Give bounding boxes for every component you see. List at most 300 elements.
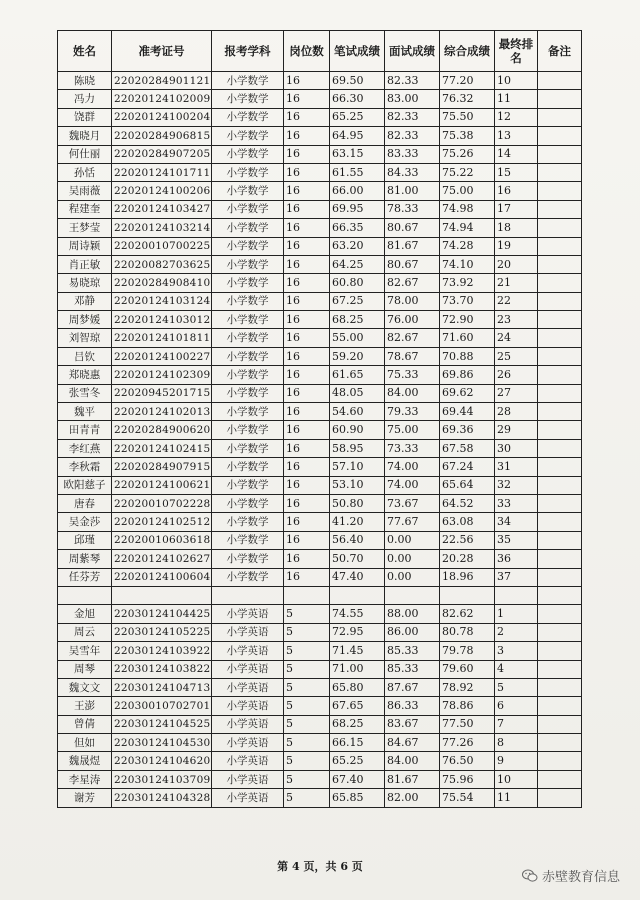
cell-empty bbox=[112, 586, 212, 604]
cell-subject: 小学数学 bbox=[212, 182, 284, 200]
cell-total: 18.96 bbox=[440, 568, 495, 586]
table-row bbox=[58, 366, 582, 384]
table-row bbox=[58, 72, 582, 90]
table-row bbox=[58, 347, 582, 365]
cell-total: 20.28 bbox=[440, 550, 495, 568]
cell-positions: 16 bbox=[284, 439, 330, 457]
cell-name: 周紫琴 bbox=[58, 550, 112, 568]
cell-note bbox=[538, 660, 582, 678]
cell-written: 69.50 bbox=[330, 72, 385, 90]
cell-total: 69.36 bbox=[440, 421, 495, 439]
cell-written: 67.65 bbox=[330, 697, 385, 715]
cell-note bbox=[538, 623, 582, 641]
cell-name: 吴金莎 bbox=[58, 513, 112, 531]
cell-written: 53.10 bbox=[330, 476, 385, 494]
cell-subject: 小学数学 bbox=[212, 439, 284, 457]
cell-name: 孙恬 bbox=[58, 163, 112, 181]
cell-empty bbox=[212, 586, 284, 604]
table-row bbox=[58, 770, 582, 788]
cell-interview: 83.00 bbox=[385, 90, 440, 108]
cell-written: 74.55 bbox=[330, 605, 385, 623]
cell-positions: 5 bbox=[284, 789, 330, 807]
cell-name: 但如 bbox=[58, 734, 112, 752]
cell-total: 75.38 bbox=[440, 127, 495, 145]
cell-written: 54.60 bbox=[330, 403, 385, 421]
cell-subject: 小学数学 bbox=[212, 403, 284, 421]
cell-total: 65.64 bbox=[440, 476, 495, 494]
cell-positions: 16 bbox=[284, 237, 330, 255]
cell-note bbox=[538, 476, 582, 494]
cell-exam-id: 22020124103214 bbox=[112, 219, 212, 237]
cell-name: 曾倩 bbox=[58, 715, 112, 733]
cell-exam-id: 22020284907205 bbox=[112, 145, 212, 163]
cell-exam-id: 22030124103709 bbox=[112, 770, 212, 788]
cell-subject: 小学数学 bbox=[212, 531, 284, 549]
header-interview: 面试成绩 bbox=[385, 31, 440, 72]
cell-empty bbox=[440, 586, 495, 604]
cell-total: 75.00 bbox=[440, 182, 495, 200]
cell-subject: 小学数学 bbox=[212, 329, 284, 347]
cell-exam-id: 22020284907915 bbox=[112, 458, 212, 476]
cell-subject: 小学数学 bbox=[212, 476, 284, 494]
cell-note bbox=[538, 347, 582, 365]
cell-written: 57.10 bbox=[330, 458, 385, 476]
cell-name: 魏晟煜 bbox=[58, 752, 112, 770]
cell-note bbox=[538, 715, 582, 733]
cell-exam-id: 22030124103922 bbox=[112, 642, 212, 660]
cell-positions: 16 bbox=[284, 292, 330, 310]
cell-total: 67.24 bbox=[440, 458, 495, 476]
cell-exam-id: 22020124100227 bbox=[112, 347, 212, 365]
cell-total: 75.50 bbox=[440, 108, 495, 126]
cell-total: 77.20 bbox=[440, 72, 495, 90]
cell-positions: 16 bbox=[284, 531, 330, 549]
cell-interview: 76.00 bbox=[385, 311, 440, 329]
cell-total: 77.26 bbox=[440, 734, 495, 752]
table-row bbox=[58, 494, 582, 512]
cell-exam-id: 22020124102309 bbox=[112, 366, 212, 384]
cell-total: 78.92 bbox=[440, 678, 495, 696]
cell-interview: 83.33 bbox=[385, 145, 440, 163]
header-positions: 岗位数 bbox=[284, 31, 330, 72]
cell-name: 金旭 bbox=[58, 605, 112, 623]
cell-note bbox=[538, 72, 582, 90]
cell-exam-id: 22020945201715 bbox=[112, 384, 212, 402]
cell-interview: 82.67 bbox=[385, 329, 440, 347]
cell-interview: 84.00 bbox=[385, 384, 440, 402]
cell-name: 邓静 bbox=[58, 292, 112, 310]
cell-name: 王澎 bbox=[58, 697, 112, 715]
watermark-text: 赤壁教育信息 bbox=[541, 870, 620, 885]
cell-name: 周梦媛 bbox=[58, 311, 112, 329]
cell-written: 66.00 bbox=[330, 182, 385, 200]
cell-exam-id: 22020124102013 bbox=[112, 403, 212, 421]
cell-subject: 小学数学 bbox=[212, 550, 284, 568]
cell-total: 69.44 bbox=[440, 403, 495, 421]
cell-note bbox=[538, 311, 582, 329]
cell-subject: 小学英语 bbox=[212, 678, 284, 696]
cell-subject: 小学数学 bbox=[212, 72, 284, 90]
cell-exam-id: 22020124102512 bbox=[112, 513, 212, 531]
cell-written: 71.45 bbox=[330, 642, 385, 660]
cell-note bbox=[538, 494, 582, 512]
cell-note bbox=[538, 200, 582, 218]
table-row bbox=[58, 697, 582, 715]
cell-written: 58.95 bbox=[330, 439, 385, 457]
table-row bbox=[58, 568, 582, 586]
table-row bbox=[58, 311, 582, 329]
cell-exam-id: 22030124104530 bbox=[112, 734, 212, 752]
cell-rank: 20 bbox=[495, 255, 538, 273]
cell-interview: 75.00 bbox=[385, 421, 440, 439]
cell-written: 61.65 bbox=[330, 366, 385, 384]
cell-written: 71.00 bbox=[330, 660, 385, 678]
cell-positions: 16 bbox=[284, 550, 330, 568]
cell-note bbox=[538, 550, 582, 568]
cell-subject: 小学数学 bbox=[212, 421, 284, 439]
header-total: 综合成绩 bbox=[440, 31, 495, 72]
cell-name: 任芬芳 bbox=[58, 568, 112, 586]
cell-rank: 11 bbox=[495, 789, 538, 807]
table-row bbox=[58, 678, 582, 696]
cell-exam-id: 22020124100206 bbox=[112, 182, 212, 200]
cell-name: 吴雪年 bbox=[58, 642, 112, 660]
cell-subject: 小学英语 bbox=[212, 789, 284, 807]
cell-note bbox=[538, 145, 582, 163]
cell-interview: 84.67 bbox=[385, 734, 440, 752]
table-row bbox=[58, 550, 582, 568]
cell-interview: 75.33 bbox=[385, 366, 440, 384]
cell-exam-id: 22030124104525 bbox=[112, 715, 212, 733]
cell-exam-id: 22020124101811 bbox=[112, 329, 212, 347]
cell-note bbox=[538, 642, 582, 660]
cell-written: 47.40 bbox=[330, 568, 385, 586]
cell-name: 周琴 bbox=[58, 660, 112, 678]
cell-written: 63.15 bbox=[330, 145, 385, 163]
cell-exam-id: 22020124100204 bbox=[112, 108, 212, 126]
cell-subject: 小学数学 bbox=[212, 274, 284, 292]
table-row bbox=[58, 145, 582, 163]
header-written: 笔试成绩 bbox=[330, 31, 385, 72]
cell-interview: 85.33 bbox=[385, 642, 440, 660]
cell-rank: 11 bbox=[495, 90, 538, 108]
cell-name: 陈晓 bbox=[58, 72, 112, 90]
cell-positions: 16 bbox=[284, 494, 330, 512]
cell-rank: 7 bbox=[495, 715, 538, 733]
cell-note bbox=[538, 237, 582, 255]
cell-total: 79.78 bbox=[440, 642, 495, 660]
cell-total: 82.62 bbox=[440, 605, 495, 623]
cell-total: 70.88 bbox=[440, 347, 495, 365]
cell-written: 66.30 bbox=[330, 90, 385, 108]
table-header-row bbox=[58, 31, 582, 72]
cell-name: 魏文文 bbox=[58, 678, 112, 696]
cell-positions: 16 bbox=[284, 274, 330, 292]
cell-written: 69.95 bbox=[330, 200, 385, 218]
cell-rank: 12 bbox=[495, 108, 538, 126]
cell-note bbox=[538, 255, 582, 273]
cell-total: 76.32 bbox=[440, 90, 495, 108]
cell-written: 68.25 bbox=[330, 311, 385, 329]
table-row bbox=[58, 274, 582, 292]
cell-exam-id: 22020124102627 bbox=[112, 550, 212, 568]
table-row bbox=[58, 200, 582, 218]
cell-name: 周诗颖 bbox=[58, 237, 112, 255]
cell-subject: 小学英语 bbox=[212, 734, 284, 752]
table-row bbox=[58, 642, 582, 660]
cell-subject: 小学数学 bbox=[212, 90, 284, 108]
watermark bbox=[522, 866, 620, 885]
cell-written: 50.80 bbox=[330, 494, 385, 512]
wechat-icon bbox=[522, 869, 538, 883]
cell-total: 75.22 bbox=[440, 163, 495, 181]
cell-written: 65.80 bbox=[330, 678, 385, 696]
cell-subject: 小学数学 bbox=[212, 292, 284, 310]
cell-total: 74.28 bbox=[440, 237, 495, 255]
cell-name: 张雪冬 bbox=[58, 384, 112, 402]
table-row bbox=[58, 439, 582, 457]
cell-written: 66.15 bbox=[330, 734, 385, 752]
cell-subject: 小学英语 bbox=[212, 642, 284, 660]
table-row bbox=[58, 734, 582, 752]
cell-note bbox=[538, 531, 582, 549]
cell-subject: 小学英语 bbox=[212, 697, 284, 715]
cell-note bbox=[538, 605, 582, 623]
cell-note bbox=[538, 568, 582, 586]
cell-total: 76.50 bbox=[440, 752, 495, 770]
cell-total: 67.58 bbox=[440, 439, 495, 457]
cell-interview: 78.33 bbox=[385, 200, 440, 218]
cell-positions: 5 bbox=[284, 678, 330, 696]
cell-name: 程建奎 bbox=[58, 200, 112, 218]
cell-total: 22.56 bbox=[440, 531, 495, 549]
cell-interview: 0.00 bbox=[385, 550, 440, 568]
cell-written: 63.20 bbox=[330, 237, 385, 255]
cell-rank: 17 bbox=[495, 200, 538, 218]
table-row bbox=[58, 623, 582, 641]
cell-rank: 10 bbox=[495, 72, 538, 90]
cell-interview: 82.33 bbox=[385, 127, 440, 145]
cell-name: 冯力 bbox=[58, 90, 112, 108]
cell-positions: 5 bbox=[284, 697, 330, 715]
cell-positions: 16 bbox=[284, 476, 330, 494]
cell-note bbox=[538, 182, 582, 200]
cell-name: 邱瑾 bbox=[58, 531, 112, 549]
cell-positions: 16 bbox=[284, 72, 330, 90]
cell-rank: 16 bbox=[495, 182, 538, 200]
cell-subject: 小学数学 bbox=[212, 163, 284, 181]
table-row bbox=[58, 476, 582, 494]
cell-rank: 26 bbox=[495, 366, 538, 384]
cell-written: 60.90 bbox=[330, 421, 385, 439]
cell-written: 55.00 bbox=[330, 329, 385, 347]
cell-note bbox=[538, 421, 582, 439]
cell-exam-id: 22030124105225 bbox=[112, 623, 212, 641]
cell-name: 王梦莹 bbox=[58, 219, 112, 237]
cell-name: 魏晓月 bbox=[58, 127, 112, 145]
page-footer: 第 4 页，共 6 页 bbox=[277, 860, 363, 873]
cell-rank: 24 bbox=[495, 329, 538, 347]
cell-written: 56.40 bbox=[330, 531, 385, 549]
table-row bbox=[58, 715, 582, 733]
cell-positions: 16 bbox=[284, 347, 330, 365]
cell-positions: 5 bbox=[284, 642, 330, 660]
cell-subject: 小学数学 bbox=[212, 494, 284, 512]
score-table bbox=[57, 30, 582, 808]
table-row bbox=[58, 329, 582, 347]
cell-total: 72.90 bbox=[440, 311, 495, 329]
cell-interview: 84.33 bbox=[385, 163, 440, 181]
cell-exam-id: 22030124103822 bbox=[112, 660, 212, 678]
cell-name: 郑晓惠 bbox=[58, 366, 112, 384]
cell-subject: 小学数学 bbox=[212, 255, 284, 273]
cell-note bbox=[538, 678, 582, 696]
cell-written: 48.05 bbox=[330, 384, 385, 402]
table-row bbox=[58, 292, 582, 310]
cell-rank: 13 bbox=[495, 127, 538, 145]
cell-subject: 小学数学 bbox=[212, 347, 284, 365]
cell-positions: 16 bbox=[284, 458, 330, 476]
cell-subject: 小学数学 bbox=[212, 311, 284, 329]
cell-subject: 小学数学 bbox=[212, 568, 284, 586]
cell-subject: 小学数学 bbox=[212, 108, 284, 126]
cell-exam-id: 22020124100604 bbox=[112, 568, 212, 586]
cell-interview: 86.33 bbox=[385, 697, 440, 715]
cell-note bbox=[538, 108, 582, 126]
cell-exam-id: 22030010702701 bbox=[112, 697, 212, 715]
table-row bbox=[58, 182, 582, 200]
cell-written: 65.25 bbox=[330, 108, 385, 126]
cell-empty bbox=[58, 586, 112, 604]
cell-exam-id: 22020124103124 bbox=[112, 292, 212, 310]
cell-positions: 16 bbox=[284, 163, 330, 181]
cell-written: 61.55 bbox=[330, 163, 385, 181]
cell-rank: 28 bbox=[495, 403, 538, 421]
cell-rank: 3 bbox=[495, 642, 538, 660]
cell-rank: 33 bbox=[495, 494, 538, 512]
cell-interview: 87.67 bbox=[385, 678, 440, 696]
cell-written: 65.85 bbox=[330, 789, 385, 807]
cell-note bbox=[538, 458, 582, 476]
cell-name: 肖正敏 bbox=[58, 255, 112, 273]
cell-written: 72.95 bbox=[330, 623, 385, 641]
cell-total: 71.60 bbox=[440, 329, 495, 347]
cell-subject: 小学数学 bbox=[212, 219, 284, 237]
table-row bbox=[58, 660, 582, 678]
cell-rank: 30 bbox=[495, 439, 538, 457]
cell-positions: 5 bbox=[284, 770, 330, 788]
section-spacer-row bbox=[58, 586, 582, 604]
cell-interview: 0.00 bbox=[385, 531, 440, 549]
table-row bbox=[58, 605, 582, 623]
cell-written: 66.35 bbox=[330, 219, 385, 237]
cell-interview: 74.00 bbox=[385, 476, 440, 494]
cell-name: 饶群 bbox=[58, 108, 112, 126]
table-row bbox=[58, 90, 582, 108]
cell-interview: 85.33 bbox=[385, 660, 440, 678]
cell-written: 68.25 bbox=[330, 715, 385, 733]
table-row bbox=[58, 237, 582, 255]
cell-total: 69.62 bbox=[440, 384, 495, 402]
cell-positions: 16 bbox=[284, 421, 330, 439]
cell-rank: 25 bbox=[495, 347, 538, 365]
cell-empty bbox=[330, 586, 385, 604]
cell-exam-id: 22030124104425 bbox=[112, 605, 212, 623]
cell-exam-id: 22020010702228 bbox=[112, 494, 212, 512]
cell-name: 吕钦 bbox=[58, 347, 112, 365]
cell-name: 李红燕 bbox=[58, 439, 112, 457]
cell-written: 65.25 bbox=[330, 752, 385, 770]
cell-subject: 小学英语 bbox=[212, 660, 284, 678]
cell-name: 刘智琼 bbox=[58, 329, 112, 347]
cell-interview: 77.67 bbox=[385, 513, 440, 531]
table-row bbox=[58, 255, 582, 273]
cell-total: 75.26 bbox=[440, 145, 495, 163]
cell-interview: 79.33 bbox=[385, 403, 440, 421]
cell-positions: 16 bbox=[284, 311, 330, 329]
cell-name: 李星涛 bbox=[58, 770, 112, 788]
cell-positions: 5 bbox=[284, 734, 330, 752]
table-row bbox=[58, 752, 582, 770]
cell-rank: 27 bbox=[495, 384, 538, 402]
cell-name: 吴雨薇 bbox=[58, 182, 112, 200]
table-row bbox=[58, 384, 582, 402]
cell-positions: 5 bbox=[284, 623, 330, 641]
table-row bbox=[58, 219, 582, 237]
cell-positions: 16 bbox=[284, 513, 330, 531]
cell-subject: 小学数学 bbox=[212, 127, 284, 145]
cell-interview: 78.00 bbox=[385, 292, 440, 310]
cell-exam-id: 22020124102415 bbox=[112, 439, 212, 457]
cell-interview: 84.00 bbox=[385, 752, 440, 770]
cell-rank: 15 bbox=[495, 163, 538, 181]
cell-rank: 18 bbox=[495, 219, 538, 237]
cell-note bbox=[538, 770, 582, 788]
header-rank: 最终排名 bbox=[495, 31, 538, 72]
header-exam-id: 准考证号 bbox=[112, 31, 212, 72]
cell-subject: 小学数学 bbox=[212, 200, 284, 218]
cell-subject: 小学英语 bbox=[212, 605, 284, 623]
cell-interview: 82.33 bbox=[385, 108, 440, 126]
table-row bbox=[58, 458, 582, 476]
cell-exam-id: 22020010700225 bbox=[112, 237, 212, 255]
cell-written: 59.20 bbox=[330, 347, 385, 365]
cell-positions: 5 bbox=[284, 660, 330, 678]
cell-rank: 8 bbox=[495, 734, 538, 752]
cell-note bbox=[538, 403, 582, 421]
cell-subject: 小学数学 bbox=[212, 145, 284, 163]
cell-rank: 22 bbox=[495, 292, 538, 310]
cell-subject: 小学数学 bbox=[212, 237, 284, 255]
cell-subject: 小学英语 bbox=[212, 770, 284, 788]
cell-rank: 1 bbox=[495, 605, 538, 623]
cell-name: 唐春 bbox=[58, 494, 112, 512]
cell-name: 周云 bbox=[58, 623, 112, 641]
cell-subject: 小学数学 bbox=[212, 513, 284, 531]
cell-positions: 16 bbox=[284, 219, 330, 237]
cell-total: 74.10 bbox=[440, 255, 495, 273]
table-row bbox=[58, 531, 582, 549]
cell-name: 李秋霜 bbox=[58, 458, 112, 476]
cell-total: 73.92 bbox=[440, 274, 495, 292]
cell-total: 64.52 bbox=[440, 494, 495, 512]
cell-subject: 小学数学 bbox=[212, 366, 284, 384]
cell-note bbox=[538, 366, 582, 384]
cell-rank: 35 bbox=[495, 531, 538, 549]
cell-exam-id: 22020124102009 bbox=[112, 90, 212, 108]
cell-interview: 82.00 bbox=[385, 789, 440, 807]
cell-name: 欧阳慈子 bbox=[58, 476, 112, 494]
